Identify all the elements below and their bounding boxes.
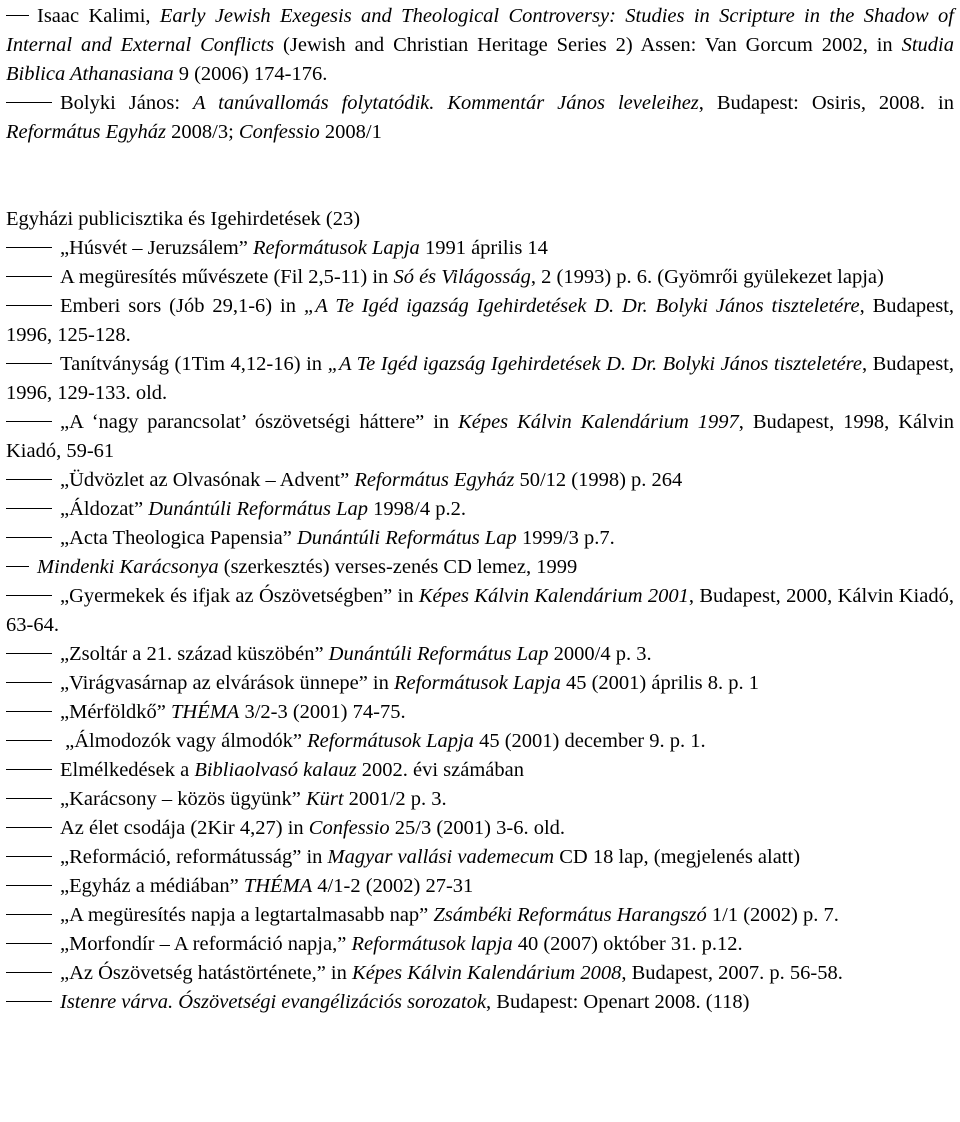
entry-text: , Budapest, 2007. p. 56-58.	[621, 962, 843, 984]
bibliography-entry	[6, 582, 954, 640]
bibliography-entry	[6, 843, 954, 872]
entry-text: 40 (2007) október 31. p.12.	[512, 933, 743, 955]
entry-text: 50/12 (1998) p. 264	[514, 469, 683, 491]
entry-dash	[6, 595, 52, 596]
entry-text: (Jewish and Christian Heritage Series 2) Assen: Van Gorcum 2002, in	[274, 34, 902, 56]
bibliography-entry	[6, 234, 954, 263]
entry-text: CD 18 lap, (megjelenés alatt)	[554, 846, 801, 868]
entry-text: Isaac Kalimi,	[37, 5, 160, 27]
entry-text: 1999/3 p.7.	[516, 527, 615, 549]
bibliography-entry	[6, 553, 954, 582]
entry-title-italic: Dunántúli Református Lap	[328, 643, 549, 665]
bibliography-entry	[6, 350, 954, 408]
entry-dash	[6, 827, 52, 828]
document-page	[6, 2, 954, 1017]
entry-text: , 2 (1993) p. 6. (Gyömrői gyülekezet lapja)	[530, 266, 884, 288]
bibliography-entry	[6, 495, 954, 524]
entry-dash	[6, 943, 52, 944]
entry-text: Az élet csodája (2Kir 4,27) in	[60, 817, 309, 839]
entry-text: , Budapest, 1996, 129-133. old.	[6, 353, 955, 404]
entry-title-italic: Mindenki Karácsonya	[37, 556, 219, 578]
bibliography-entry	[6, 669, 954, 698]
entry-text: , Budapest, 1996, 125-128.	[6, 295, 955, 346]
entry-text: „Gyermekek és ifjak az Ószövetségben” in	[60, 585, 419, 607]
entry-title-italic: Református Egyház	[6, 121, 166, 143]
bibliography-entry	[6, 930, 954, 959]
entry-title-italic: Reformátusok Lapja	[307, 730, 474, 752]
entry-title-italic: Képes Kálvin Kalendárium 2008	[352, 962, 622, 984]
entry-text: „Reformáció, reformátusság” in	[60, 846, 328, 868]
bibliography-entry	[6, 698, 954, 727]
entry-title-italic: THÉMA	[243, 875, 313, 897]
entry-text: „Álmodozók vagy álmodók”	[60, 730, 308, 752]
entry-title-italic: Early Jewish Exegesis and Theological Controversy: Studies in Scripture in the Shadow of Internal and External Conflicts	[6, 5, 955, 56]
bibliography-entry	[6, 524, 954, 553]
entry-dash	[6, 247, 52, 248]
entry-dash	[6, 769, 52, 770]
bibliography-entry	[6, 901, 954, 930]
entry-dash	[6, 102, 52, 103]
entry-dash	[6, 276, 52, 277]
bibliography-entry	[6, 785, 954, 814]
entry-title-italic: Kürt	[305, 788, 344, 810]
entry-text: „Karácsony – közös ügyünk”	[60, 788, 306, 810]
entry-dash	[6, 914, 52, 915]
entry-dash	[6, 798, 52, 799]
entry-title-italic: Reformátusok Lapja	[394, 672, 561, 694]
entry-text: „A megüresítés napja a legtartalmasabb nap”	[60, 904, 434, 926]
entry-text: „Az Ószövetség hatástörténete,” in	[60, 962, 353, 984]
entry-title-italic: Istenre várva. Ószövetségi evangélizációs sorozatok	[60, 991, 487, 1013]
bibliography-block-2	[6, 234, 954, 1017]
entry-title-italic: Confessio	[308, 817, 390, 839]
entry-text: 1998/4 p.2.	[368, 498, 466, 520]
entry-text: „Zsoltár a 21. század küszöbén”	[60, 643, 329, 665]
entry-title-italic: Só és Világosság	[393, 266, 531, 288]
entry-title-italic: Confessio	[238, 121, 320, 143]
entry-dash	[6, 972, 52, 973]
section-heading: Egyházi publicisztika és Igehirdetések (23)	[6, 208, 361, 230]
entry-dash	[6, 682, 52, 683]
entry-title-italic: Képes Kálvin Kalendárium 2001	[418, 585, 689, 607]
entry-text: 1/1 (2002) p. 7.	[706, 904, 839, 926]
entry-text: „Acta Theologica Papensia”	[60, 527, 297, 549]
section-gap	[6, 147, 954, 205]
entry-text: 1991 április 14	[419, 237, 548, 259]
entry-text: 2008/1	[319, 121, 382, 143]
entry-text: 25/3 (2001) 3-6. old.	[389, 817, 566, 839]
bibliography-block-1	[6, 2, 954, 147]
entry-title-italic: Képes Kálvin Kalendárium 1997	[458, 411, 739, 433]
entry-text: 45 (2001) december 9. p. 1.	[473, 730, 706, 752]
bibliography-entry	[6, 2, 954, 89]
entry-text: 4/1-2 (2002) 27-31	[312, 875, 474, 897]
entry-title-italic: Studia Biblica Athanasiana	[6, 34, 954, 85]
entry-text: „Húsvét – Jeruzsálem”	[60, 237, 253, 259]
bibliography-entry	[6, 756, 954, 785]
entry-dash	[6, 653, 52, 654]
entry-text: 2000/4 p. 3.	[548, 643, 652, 665]
entry-text: , Budapest: Openart 2008. (118)	[486, 991, 750, 1013]
entry-text: , Budapest, 1998, Kálvin Kiadó, 59-61	[6, 411, 954, 462]
entry-dash	[6, 711, 52, 712]
entry-dash	[6, 421, 52, 422]
bibliography-entry	[6, 292, 954, 350]
entry-text: Emberi sors (Jób 29,1-6) in	[60, 295, 304, 317]
entry-dash	[6, 508, 52, 509]
entry-title-italic: Magyar vallási vademecum	[327, 846, 555, 868]
entry-text: 3/2-3 (2001) 74-75.	[239, 701, 406, 723]
entry-text: „Virágvasárnap az elvárások ünnepe” in	[60, 672, 395, 694]
entry-text: „A ‘nagy parancsolat’ ószövetségi háttere” in	[60, 411, 459, 433]
entry-text: 2001/2 p. 3.	[343, 788, 447, 810]
entry-dash	[6, 479, 52, 480]
bibliography-entry	[6, 263, 954, 292]
entry-text: „Egyház a médiában”	[60, 875, 244, 897]
entry-text: 2002. évi számában	[356, 759, 524, 781]
entry-text: A megüresítés művészete (Fil 2,5-11) in	[60, 266, 394, 288]
entry-text: (szerkesztés) verses-zenés CD lemez, 1999	[218, 556, 578, 578]
entry-text: 9 (2006) 174-176.	[173, 63, 328, 85]
entry-text: „Morfondír – A reformáció napja,”	[60, 933, 352, 955]
entry-text: 2008/3;	[166, 121, 239, 143]
entry-title-italic: A tanúvallomás folytatódik. Kommentár János leveleihez	[193, 92, 699, 114]
bibliography-entry	[6, 89, 954, 147]
entry-dash	[6, 885, 52, 886]
entry-title-italic: THÉMA	[171, 701, 240, 723]
bibliography-entry	[6, 988, 954, 1017]
entry-dash	[6, 740, 52, 741]
entry-title-italic: Reformátusok Lapja	[252, 237, 420, 259]
entry-dash	[6, 856, 52, 857]
bibliography-entry	[6, 959, 954, 988]
bibliography-entry	[6, 727, 954, 756]
entry-dash	[6, 305, 52, 306]
bibliography-entry	[6, 466, 954, 495]
entry-text: „Üdvözlet az Olvasónak – Advent”	[60, 469, 355, 491]
entry-title-italic: „A Te Igéd igazság Igehirdetések D. Dr. Bolyki János tiszteletére	[303, 295, 860, 317]
entry-dash	[6, 363, 52, 364]
entry-text: „Mérföldkő”	[60, 701, 171, 723]
entry-title-italic: Zsámbéki Református Harangszó	[433, 904, 707, 926]
bibliography-entry	[6, 814, 954, 843]
entry-title-italic: „A Te Igéd igazság Igehirdetések D. Dr. Bolyki János tiszteletére	[327, 353, 862, 375]
entry-title-italic: Bibliaolvasó kalauz	[194, 759, 357, 781]
entry-title-italic: Dunántúli Református Lap	[296, 527, 517, 549]
entry-text: „Áldozat”	[60, 498, 149, 520]
entry-dash	[6, 15, 29, 16]
bibliography-entry	[6, 408, 954, 466]
entry-text: , Budapest: Osiris, 2008. in	[698, 92, 954, 114]
entry-text: Tanítványság (1Tim 4,12-16) in	[60, 353, 328, 375]
entry-title-italic: Reformátusok lapja	[351, 933, 513, 955]
entry-text: , Budapest, 2000, Kálvin Kiadó, 63-64.	[6, 585, 954, 636]
entry-dash	[6, 537, 52, 538]
bibliography-entry	[6, 640, 954, 669]
entry-text: 45 (2001) április 8. p. 1	[560, 672, 760, 694]
bibliography-entry	[6, 872, 954, 901]
entry-dash	[6, 1001, 52, 1002]
entry-title-italic: Dunántúli Református Lap	[148, 498, 369, 520]
entry-dash	[6, 566, 29, 567]
entry-title-italic: Református Egyház	[354, 469, 515, 491]
entry-text: Bolyki János:	[60, 92, 194, 114]
entry-text: Elmélkedések a	[60, 759, 195, 781]
